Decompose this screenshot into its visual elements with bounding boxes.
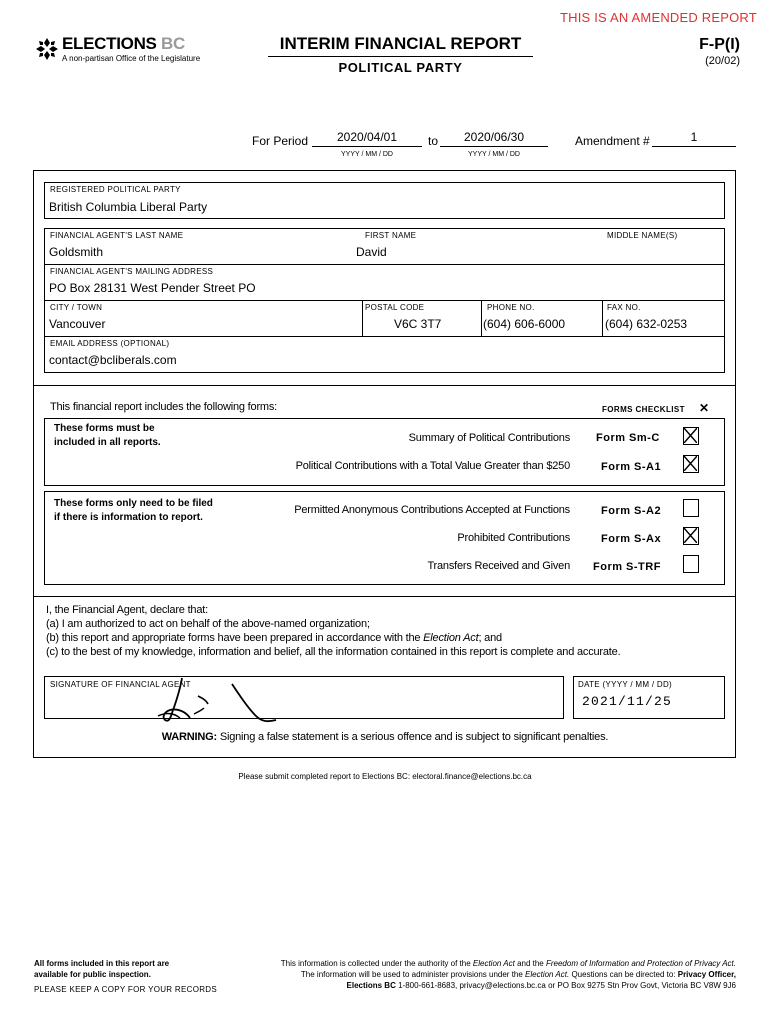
form-code-label: Form S-A1 bbox=[601, 461, 662, 473]
divider bbox=[362, 300, 363, 336]
period-start-hint: YYYY / MM / DD bbox=[341, 151, 393, 158]
divider bbox=[481, 300, 482, 336]
divider bbox=[602, 300, 603, 336]
period-to-label: to bbox=[428, 134, 439, 148]
divider bbox=[44, 336, 725, 337]
optional-forms-note: These forms only need to be filed if there is information to report. bbox=[54, 498, 213, 523]
amended-report-notice: THIS IS AN AMENDED REPORT bbox=[560, 10, 757, 25]
checklist-x-icon: ✕ bbox=[699, 401, 710, 415]
form-code: F-P(I) bbox=[699, 36, 740, 53]
warning-text: WARNING: Signing a false statement is a serious offence and is subject to significant penalties. bbox=[161, 731, 609, 743]
form-row-label: Political Contributions with a Total Value Greater than $250 bbox=[295, 460, 570, 472]
period-label: For Period bbox=[252, 134, 309, 148]
section-divider bbox=[33, 385, 736, 386]
period-end-field[interactable]: 2020/06/30 bbox=[440, 130, 548, 147]
form-code-label: Form S-Ax bbox=[601, 533, 662, 545]
form-row-label: Transfers Received and Given bbox=[427, 560, 570, 572]
form-row-label: Prohibited Contributions bbox=[457, 532, 570, 544]
checkbox-form-s-a1[interactable] bbox=[683, 455, 699, 473]
divider bbox=[44, 264, 725, 265]
required-forms-note: These forms must be included in all reports. bbox=[54, 423, 161, 448]
form-row-label: Permitted Anonymous Contributions Accepted at Functions bbox=[294, 504, 570, 516]
fax-field[interactable]: (604) 632-0253 bbox=[605, 317, 688, 331]
form-code-label: Form S-A2 bbox=[601, 505, 662, 517]
middle-name-field[interactable] bbox=[607, 245, 717, 259]
declaration-text bbox=[46, 603, 726, 659]
party-name-field[interactable]: British Columbia Liberal Party bbox=[49, 200, 208, 214]
email-field[interactable]: contact@bcliberals.com bbox=[49, 353, 177, 367]
signature-label: SIGNATURE OF FINANCIAL AGENT bbox=[50, 680, 191, 689]
party-label: REGISTERED POLITICAL PARTY bbox=[50, 185, 181, 194]
fax-label: FAX NO. bbox=[607, 303, 641, 312]
checkbox-form-s-a2[interactable] bbox=[683, 499, 699, 517]
phone-label: PHONE NO. bbox=[487, 303, 535, 312]
mailing-address-field[interactable]: PO Box 28131 West Pender Street PO bbox=[49, 281, 256, 295]
checkbox-form-s-trf[interactable] bbox=[683, 555, 699, 573]
footer-left: All forms included in this report are available for public inspection. PLEASE KEEP A COPY FOR YOUR RECORDS bbox=[34, 959, 218, 994]
elections-bc-logo bbox=[34, 34, 214, 70]
logo-wordmark: ELECTIONS BC bbox=[62, 34, 185, 53]
last-name-field[interactable]: Goldsmith bbox=[49, 245, 104, 259]
email-label: EMAIL ADDRESS (OPTIONAL) bbox=[50, 339, 170, 348]
submit-note: Please submit completed report to Elections BC: electoral.finance@elections.bc.ca bbox=[238, 772, 532, 781]
divider bbox=[44, 300, 725, 301]
amendment-label: Amendment # bbox=[575, 134, 650, 148]
logo-tagline: A non-partisan Office of the Legislature bbox=[62, 54, 201, 63]
first-name-label: FIRST NAME bbox=[365, 231, 417, 240]
form-version: (20/02) bbox=[705, 55, 740, 67]
forms-checklist-label: FORMS CHECKLIST bbox=[602, 405, 685, 414]
declaration-intro: I, the Financial Agent, declare that: bbox=[46, 604, 208, 616]
period-end-hint: YYYY / MM / DD bbox=[468, 151, 520, 158]
postal-code-field[interactable]: V6C 3T7 bbox=[394, 317, 442, 331]
checkmark-x-icon bbox=[684, 456, 697, 471]
city-field[interactable]: Vancouver bbox=[49, 317, 106, 331]
signature-date-field[interactable]: 2021/11/25 bbox=[582, 694, 673, 709]
form-code-label: Form Sm-C bbox=[596, 432, 660, 444]
form-row-label: Summary of Political Contributions bbox=[408, 432, 570, 444]
declaration-a: (a) I am authorized to act on behalf of the above-named organization; bbox=[46, 618, 370, 630]
date-label: DATE (YYYY / MM / DD) bbox=[578, 680, 673, 689]
checkbox-form-s-ax[interactable] bbox=[683, 527, 699, 545]
footer-privacy-notice: This information is collected under the authority of the Election Act and the Freedom of Information and Protection of Privacy Act. The information will be used to administer provisions under the Election Act. Questions can be directed to: Privacy Officer, Elections BC 1-800-661-8683, privacy@elections.bc.ca or PO Box 9275 Stn Prov Govt, Victoria BC V8W 9J6 bbox=[280, 959, 736, 990]
forms-heading: This financial report includes the following forms: bbox=[50, 401, 278, 413]
elections-bc-logo-icon bbox=[34, 36, 60, 62]
report-title: INTERIM FINANCIAL REPORT bbox=[268, 34, 533, 57]
report-subtitle: POLITICAL PARTY bbox=[338, 60, 463, 75]
form-code-label: Form S-TRF bbox=[593, 561, 661, 573]
mailing-address-label: FINANCIAL AGENT'S MAILING ADDRESS bbox=[50, 267, 214, 276]
checkmark-x-icon bbox=[684, 528, 697, 543]
middle-name-label: MIDDLE NAME(S) bbox=[607, 231, 678, 240]
first-name-field[interactable]: David bbox=[356, 245, 387, 259]
declaration-b: (b) this report and appropriate forms have been prepared in accordance with the Election Act; and bbox=[46, 632, 502, 644]
checkmark-x-icon bbox=[684, 428, 697, 443]
checkbox-form-sm-c[interactable] bbox=[683, 427, 699, 445]
period-start-field[interactable]: 2020/04/01 bbox=[312, 130, 422, 147]
phone-field[interactable]: (604) 606-6000 bbox=[483, 317, 566, 331]
city-label: CITY / TOWN bbox=[50, 303, 103, 312]
declaration-c: (c) to the best of my knowledge, information and belief, all the information contained in this report is complete and accurate. bbox=[46, 646, 621, 658]
section-divider bbox=[33, 596, 736, 597]
amendment-number-field[interactable]: 1 bbox=[652, 130, 736, 147]
handwritten-signature bbox=[150, 668, 280, 728]
last-name-label: FINANCIAL AGENT'S LAST NAME bbox=[50, 231, 184, 240]
postal-code-label: POSTAL CODE bbox=[365, 303, 425, 312]
